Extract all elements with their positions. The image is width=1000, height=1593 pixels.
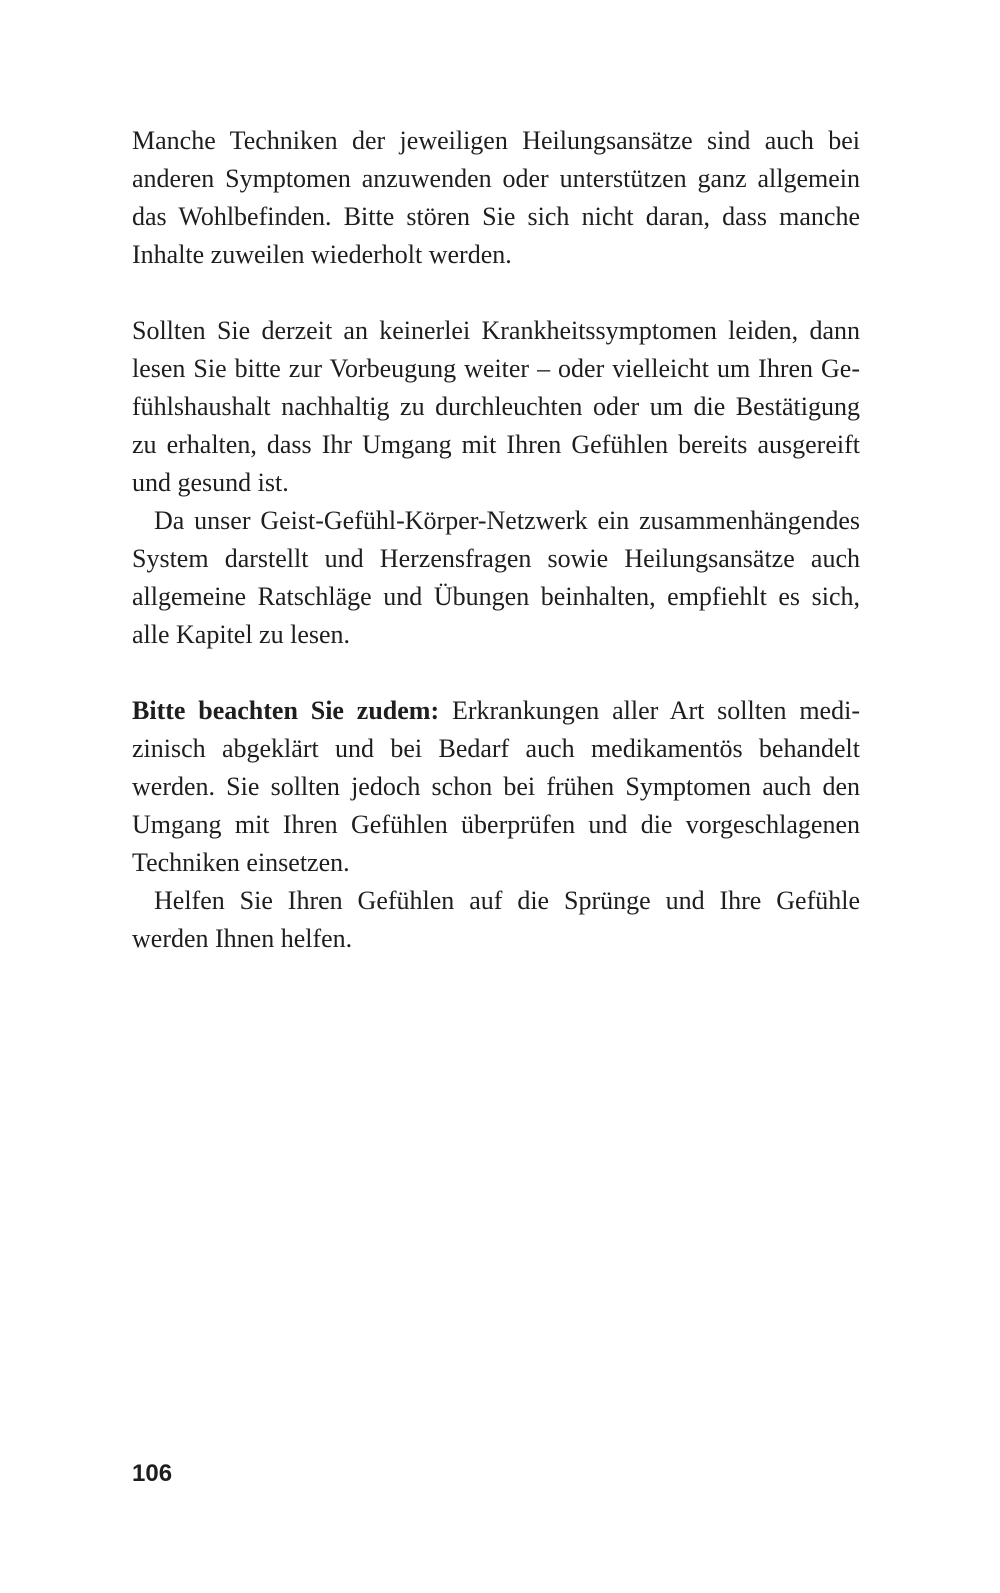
paragraph-note (132, 692, 860, 882)
note-text: Erkrankungen aller Art sollten medizinisch abgeklärt und bei Bedarf auch medikamentös behandelt werden. Sie sollten jedoch schon bei frühen Symptomen auch den Umgang mit Ihren Gefühlen überprüfen und die vorgeschlagenen Techniken einsetzen. (132, 696, 860, 877)
paragraph-closing: Helfen Sie Ihren Gefühlen auf die Sprünge und Ihre Gefühle werden Ihnen helfen. (132, 886, 860, 953)
page-number: 106 (132, 1460, 173, 1487)
paragraph-techniques: Manche Techniken der jeweiligen Heilungsansätze sind auch bei anderen Symptomen anzuwenden oder unterstützen ganz allgemein das Wohlbefinden. Bitte stören Sie sich nicht daran, dass manche Inhalte zuweilen wiederholt werden. (132, 126, 860, 269)
note-lead: Bitte beachten Sie zudem: (132, 696, 440, 725)
paragraph-prevention: Sollten Sie derzeit an keinerlei Krankheitssymptomen leiden, dann lesen Sie bitte zur Vorbeugung weiter – oder vielleicht um Ihren Gefühlshaushalt nachhaltig zu durchleuchten oder um die Bestätigung zu erhalten, dass Ihr Umgang mit Ihren Gefühlen bereits ausgereift und gesund ist. (132, 316, 860, 497)
paragraph-network: Da unser Geist-Gefühl-Körper-Netzwerk ein zusammenhängendes System darstellt und Herzensfragen sowie Heilungsansätze auch allgemeine Ratschläge und Übungen beinhalten, empfiehlt es sich, alle Kapitel zu lesen. (132, 506, 860, 649)
body-text (132, 122, 860, 958)
